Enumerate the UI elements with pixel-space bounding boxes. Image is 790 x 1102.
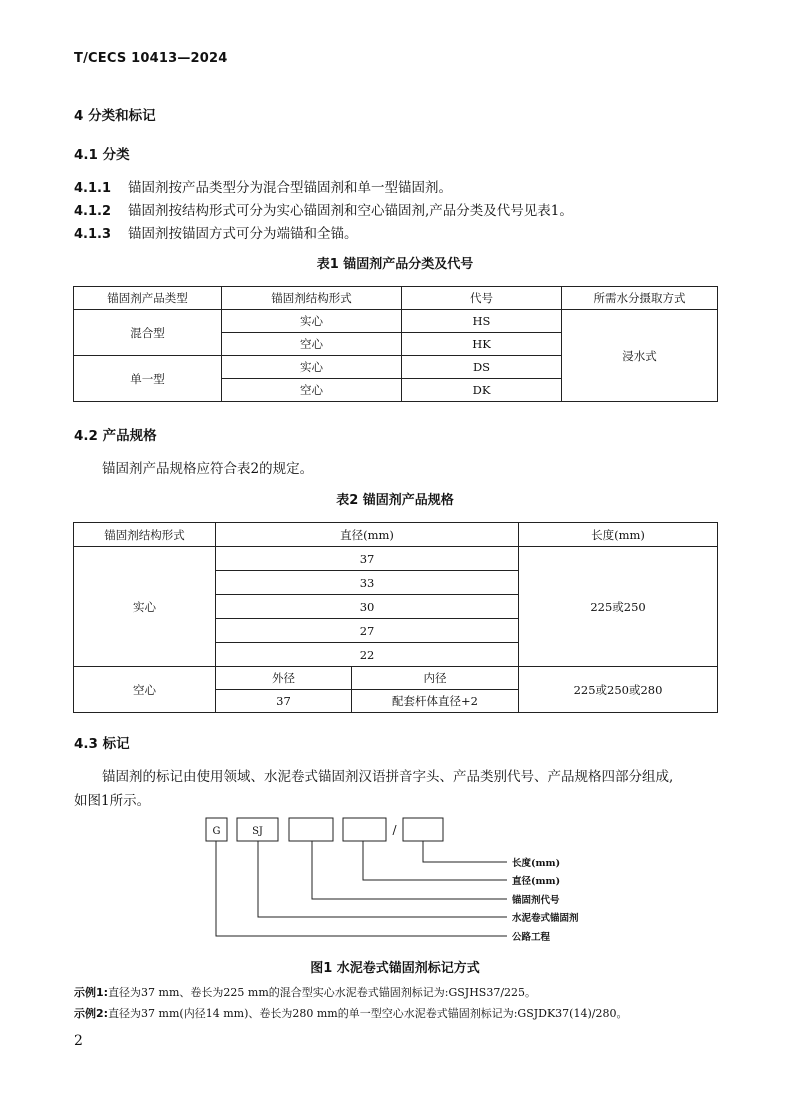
slash: / xyxy=(392,823,397,837)
length-cell: 225或250 xyxy=(519,547,718,667)
box-code xyxy=(289,818,333,841)
clause-text: 锚固剂按结构形式可分为实心锚固剂和空心锚固剂,产品分类及代号见表1。 xyxy=(128,203,573,219)
example-text: 直径为37 mm、卷长为225 mm的混合型实心水泥卷式锚固剂标记为:GSJHS37/225。 xyxy=(108,986,537,999)
form-cell: 实心 xyxy=(74,547,216,667)
example-2 xyxy=(74,1005,627,1021)
form-cell: 空心 xyxy=(74,667,216,713)
water-method-cell: 浸水式 xyxy=(562,310,718,402)
inner-diameter-cell: 配套杆体直径+2 xyxy=(352,690,519,713)
code-cell: HS xyxy=(402,310,562,333)
type-cell: 混合型 xyxy=(74,310,222,356)
clause-number: 4.1.1 xyxy=(74,181,112,196)
leader-g xyxy=(216,841,507,936)
section-4-2-title: 4.2 产品规格 xyxy=(74,428,157,444)
subheader-cell: 外径 xyxy=(216,667,352,690)
diameter-cell: 37 xyxy=(216,547,519,571)
type-cell: 单一型 xyxy=(74,356,222,402)
section-4-1-title: 4.1 分类 xyxy=(74,147,130,163)
clause-text: 锚固剂按锚固方式可分为端锚和全锚。 xyxy=(128,226,358,242)
label-code: 锚固剂代号 xyxy=(512,895,560,906)
clause-text: 锚固剂按产品类型分为混合型锚固剂和单一型锚固剂。 xyxy=(128,180,452,196)
code-cell: HK xyxy=(402,333,562,356)
leader-sj xyxy=(258,841,507,917)
table-1 xyxy=(73,286,718,402)
clause-number: 4.1.3 xyxy=(74,227,112,242)
box-diameter xyxy=(343,818,386,841)
outer-diameter-cell: 37 xyxy=(216,690,352,713)
table-2 xyxy=(73,522,718,713)
section-4-3-text-line2: 如图1所示。 xyxy=(74,793,151,809)
form-cell: 空心 xyxy=(222,379,402,402)
table-header-row xyxy=(74,287,718,310)
header-cell: 锚固剂结构形式 xyxy=(222,287,402,310)
figure-1-diagram xyxy=(0,810,790,955)
box-sj-label: SJ xyxy=(252,826,263,837)
clause-4-1-3 xyxy=(74,222,358,242)
diameter-cell: 33 xyxy=(216,571,519,595)
diameter-cell: 30 xyxy=(216,595,519,619)
box-g-label: G xyxy=(212,826,221,837)
label-length: 长度(mm) xyxy=(512,858,561,869)
subheader-cell: 内径 xyxy=(352,667,519,690)
header-cell: 直径(mm) xyxy=(216,523,519,547)
form-cell: 实心 xyxy=(222,356,402,379)
code-cell: DK xyxy=(402,379,562,402)
leader-length xyxy=(423,841,507,862)
table-header-row xyxy=(74,523,718,547)
example-text: 直径为37 mm(内径14 mm)、卷长为280 mm的单一型空心水泥卷式锚固剂标记为:GSJDK37(14)/280。 xyxy=(108,1007,628,1020)
diameter-cell: 22 xyxy=(216,643,519,667)
table-row xyxy=(74,667,718,690)
section-4-3-text-line1: 锚固剂的标记由使用领域、水泥卷式锚固剂汉语拼音字头、产品类别代号、产品规格四部分组成, xyxy=(102,769,674,785)
document-id: T/CECS 10413—2024 xyxy=(74,51,228,66)
clause-4-1-1 xyxy=(74,176,452,196)
form-cell: 实心 xyxy=(222,310,402,333)
leader-code xyxy=(312,841,507,899)
leader-diameter xyxy=(363,841,507,880)
figure-1-caption: 图1 水泥卷式锚固剂标记方式 xyxy=(310,961,480,976)
box-length xyxy=(403,818,443,841)
clause-number: 4.1.2 xyxy=(74,204,112,219)
header-cell: 长度(mm) xyxy=(519,523,718,547)
section-4-2-text: 锚固剂产品规格应符合表2的规定。 xyxy=(102,461,314,477)
diameter-cell: 27 xyxy=(216,619,519,643)
label-cement-roll: 水泥卷式锚固剂 xyxy=(512,913,579,924)
section-4-title: 4 分类和标记 xyxy=(74,108,156,124)
section-4-3-title: 4.3 标记 xyxy=(74,736,130,752)
table-row xyxy=(74,310,718,333)
header-cell: 所需水分摄取方式 xyxy=(562,287,718,310)
header-cell: 代号 xyxy=(402,287,562,310)
example-label: 示例1: xyxy=(74,986,109,999)
table-2-caption: 表2 锚固剂产品规格 xyxy=(336,493,454,508)
example-1 xyxy=(74,984,536,1000)
page-number: 2 xyxy=(74,1033,83,1049)
form-cell: 空心 xyxy=(222,333,402,356)
example-label: 示例2: xyxy=(74,1007,109,1020)
header-cell: 锚固剂产品类型 xyxy=(74,287,222,310)
label-highway: 公路工程 xyxy=(512,932,551,943)
clause-4-1-2 xyxy=(74,199,573,219)
label-diameter: 直径(mm) xyxy=(512,876,561,887)
length-cell: 225或250或280 xyxy=(519,667,718,713)
table-row xyxy=(74,547,718,571)
header-cell: 锚固剂结构形式 xyxy=(74,523,216,547)
code-cell: DS xyxy=(402,356,562,379)
table-1-caption: 表1 锚固剂产品分类及代号 xyxy=(316,257,474,272)
